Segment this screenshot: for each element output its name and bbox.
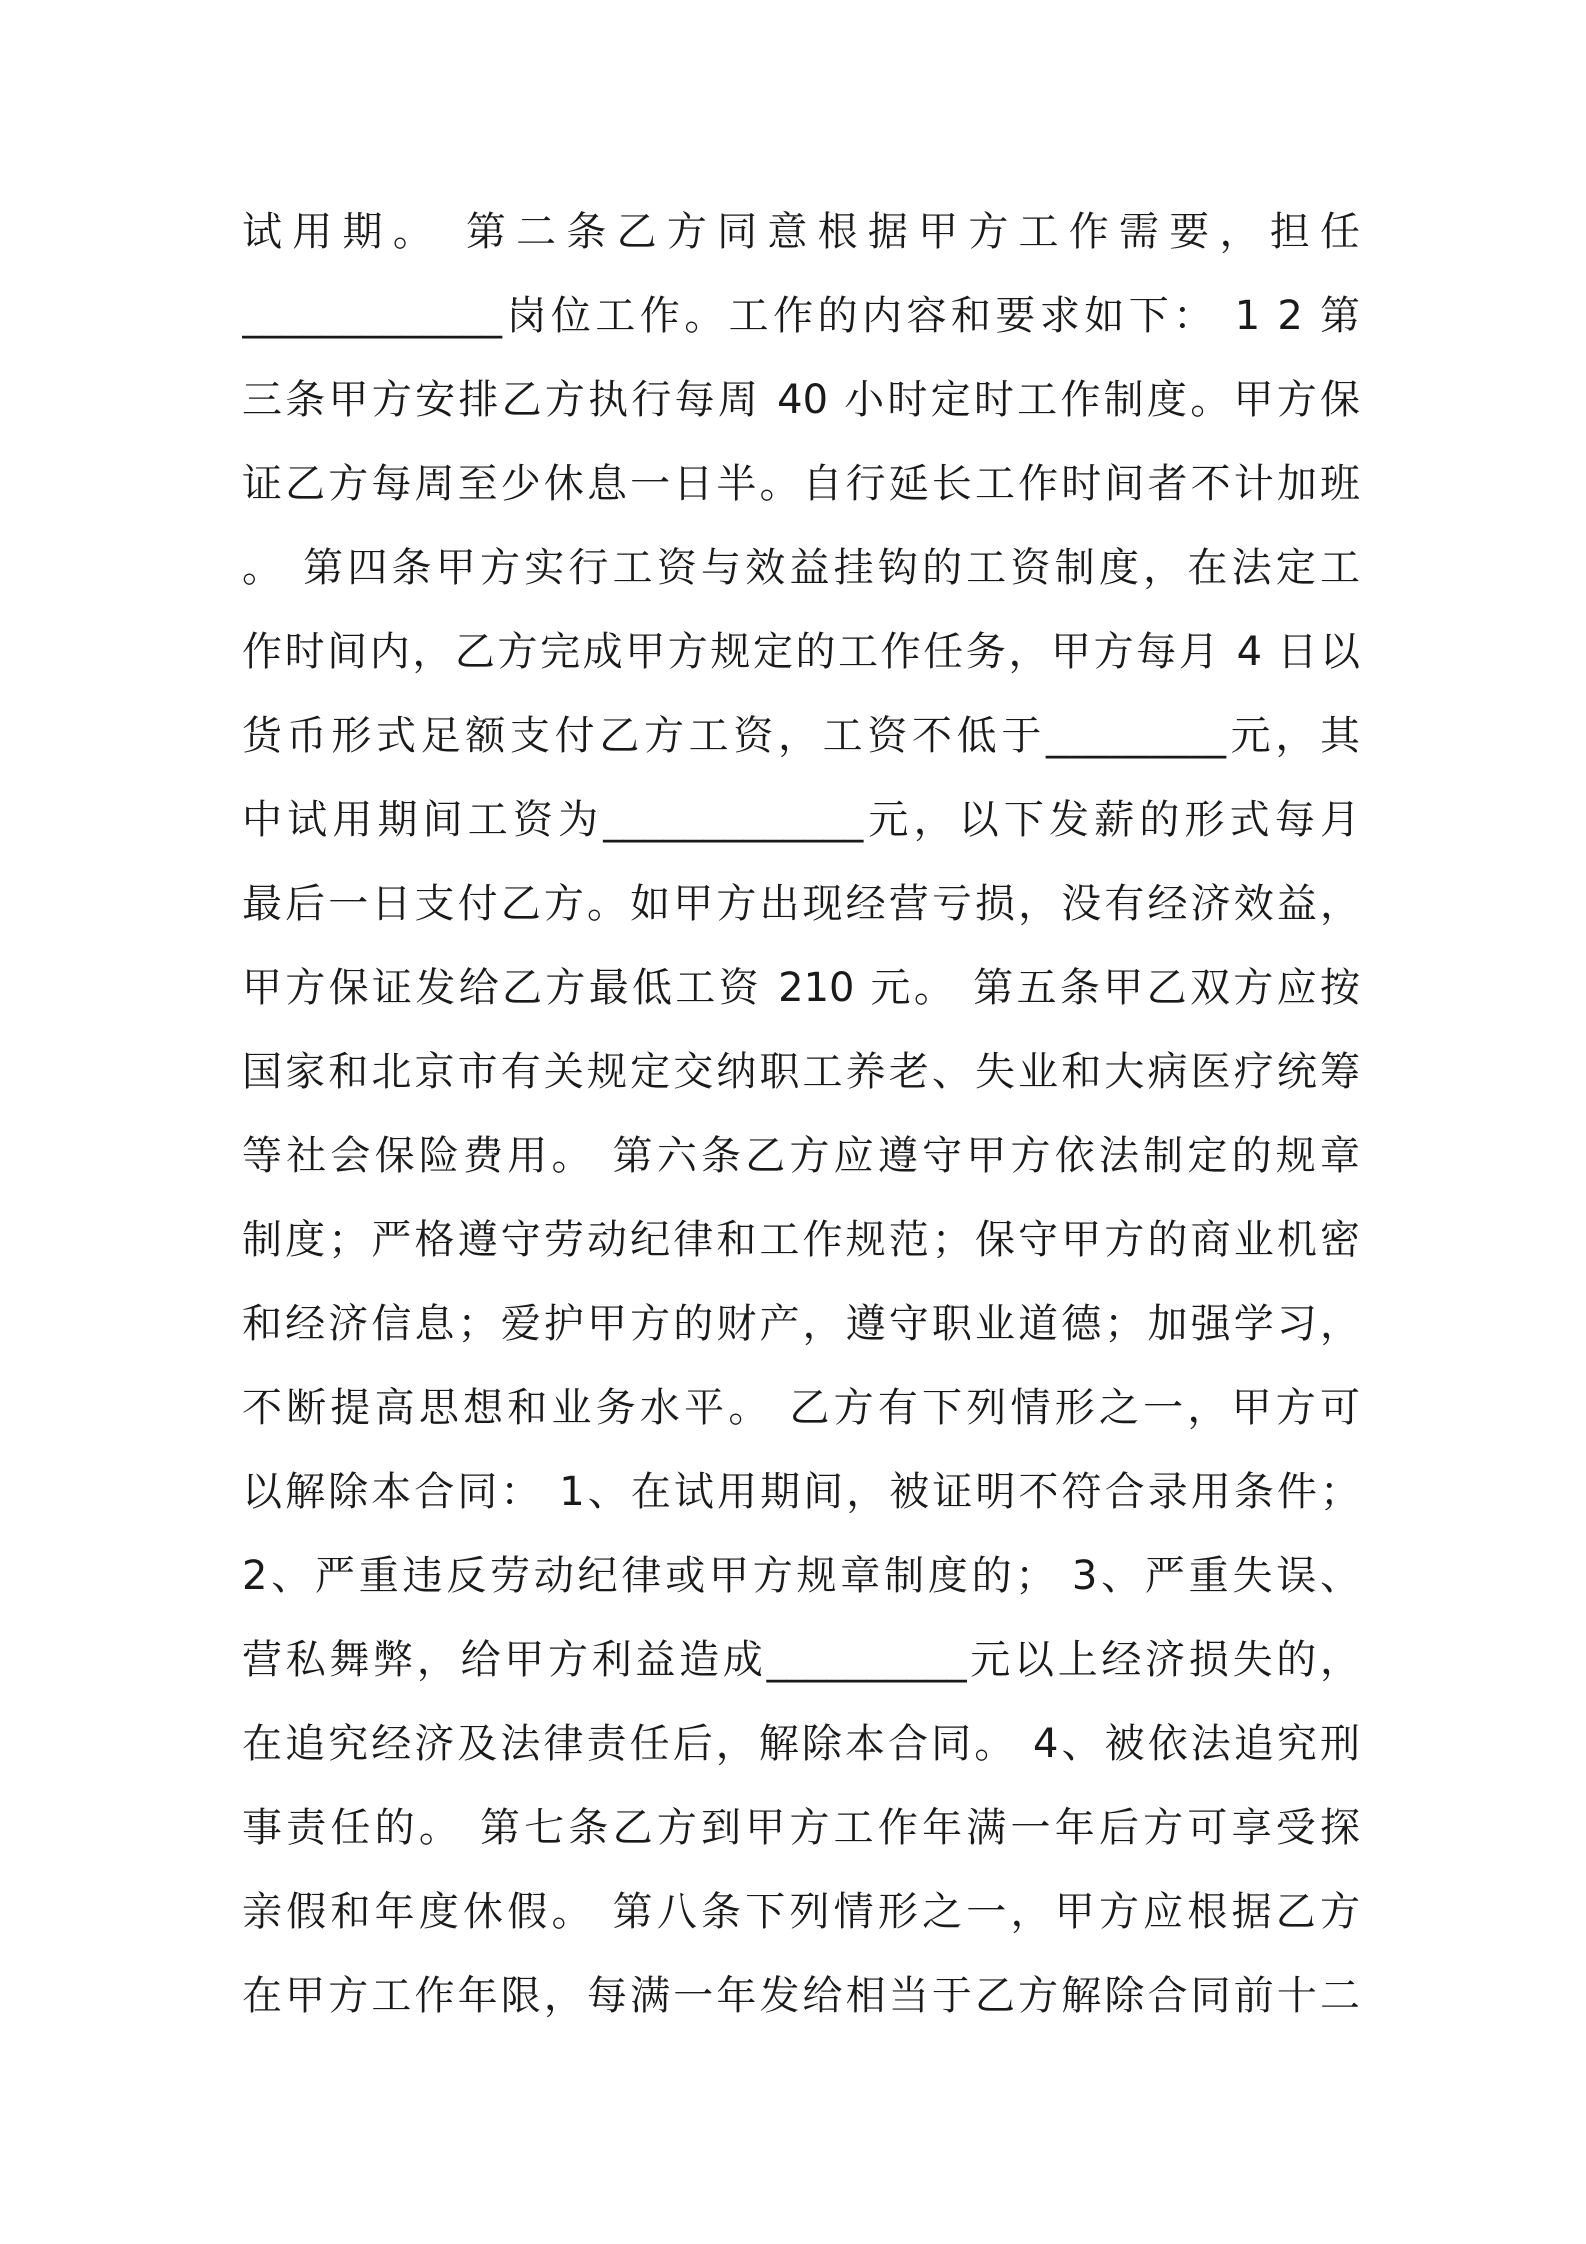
contract-body-text <box>242 190 1360 2038</box>
text-line: 甲方保证发给乙方最低工资 210 元。 第五条甲乙双方应按 <box>242 965 1360 1011</box>
text-line: 最后一日支付乙方。如甲方出现经营亏损，没有经济效益， <box>242 881 1360 927</box>
text-line: 2、严重违反劳动纪律或甲方规章制度的； 3、严重失误、 <box>242 1553 1360 1599</box>
text-line: 国家和北京市有关规定交纳职工养老、失业和大病医疗统筹 <box>242 1049 1360 1095</box>
text-line: 货币形式足额支付乙方工资，工资不低于_________元，其 <box>242 713 1360 759</box>
text-line: _____________岗位工作。工作的内容和要求如下： 1 2 第 <box>242 293 1360 339</box>
text-line: 在甲方工作年限，每满一年发给相当于乙方解除合同前十二 <box>242 1973 1360 2019</box>
text-line: 三条甲方安排乙方执行每周 40 小时定时工作制度。甲方保 <box>242 377 1360 423</box>
text-line: 等社会保险费用。 第六条乙方应遵守甲方依法制定的规章 <box>242 1133 1360 1179</box>
text-line: 营私舞弊，给甲方利益造成__________元以上经济损失的， <box>242 1637 1360 1683</box>
text-line: 证乙方每周至少休息一日半。自行延长工作时间者不计加班 <box>242 461 1360 507</box>
text-line: 亲假和年度休假。 第八条下列情形之一，甲方应根据乙方 <box>242 1889 1360 1935</box>
text-line: 中试用期间工资为_____________元，以下发薪的形式每月 <box>242 797 1360 843</box>
text-line: 在追究经济及法律责任后，解除本合同。 4、被依法追究刑 <box>242 1721 1360 1767</box>
text-line: 不断提高思想和业务水平。 乙方有下列情形之一，甲方可 <box>242 1385 1360 1431</box>
text-line: 和经济信息；爱护甲方的财产，遵守职业道德；加强学习， <box>242 1301 1360 1347</box>
text-line: 作时间内，乙方完成甲方规定的工作任务，甲方每月 4 日以 <box>242 629 1360 675</box>
text-line: 。 第四条甲方实行工资与效益挂钩的工资制度，在法定工 <box>242 545 1360 591</box>
text-line: 事责任的。 第七条乙方到甲方工作年满一年后方可享受探 <box>242 1805 1360 1851</box>
text-line: 制度；严格遵守劳动纪律和工作规范；保守甲方的商业机密 <box>242 1217 1360 1263</box>
text-line: 以解除本合同： 1、在试用期间，被证明不符合录用条件； <box>242 1469 1360 1515</box>
text-line: 试用期。 第二条乙方同意根据甲方工作需要，担任 <box>242 209 1360 255</box>
